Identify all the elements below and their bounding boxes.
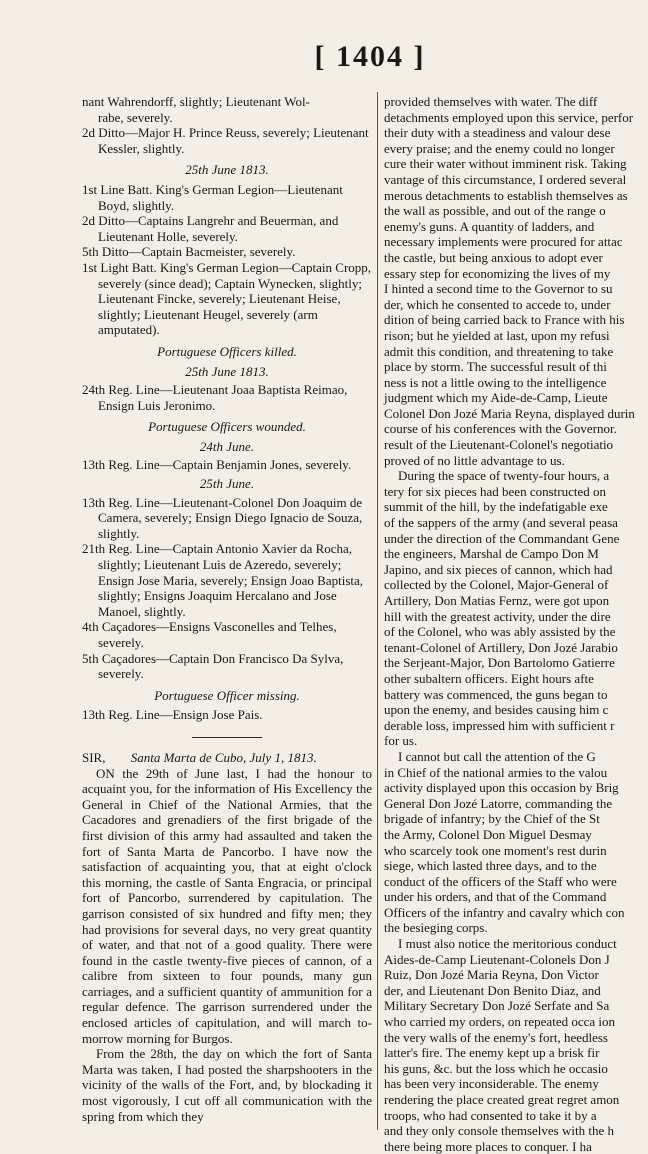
text-line: necessary implements were procured for attac: [384, 234, 623, 250]
text-line: detachments employed upon this service, perfor: [384, 109, 634, 125]
text-line: who carried my orders, on repeated occa ion: [384, 1014, 616, 1030]
text-line: summit of the hill, by the indefatigable exe: [384, 499, 608, 515]
casualty-entry: 1st Line Batt. King's German Legion—Lieutenant Boyd, slightly.: [82, 181, 343, 213]
text-line: every praise; and the enemy could no longer: [384, 140, 615, 156]
text-line: latter's fire. The enemy kept up a brisk fir: [384, 1045, 600, 1061]
casualty-entry: 13th Reg. Line—Lieutenant-Colonel Don Joaquim de Camera, severely; Ensign Diego Ignacio de Souza, slightly.: [82, 494, 363, 541]
text-line: activity displayed upon this occasion by Brig: [384, 780, 619, 796]
text-line: merous detachments to establish themselves as: [384, 187, 628, 203]
page-number: [ 1404 ]: [314, 40, 426, 73]
casualty-entry: 2d Ditto—Major H. Prince Reuss, severely; Lieutenant Kessler, slightly.: [82, 125, 369, 156]
date-heading: 25th June 1813.: [185, 162, 269, 178]
text-line: under his orders, and that of the Command: [384, 889, 607, 905]
text-line: der, which he consented to accede to, under: [384, 296, 611, 312]
text-line: tenant-Colonel of Artillery, Don Jozé Jarabio: [384, 639, 618, 655]
text-line: their duty with a steadiness and valour dese: [384, 125, 611, 141]
casualty-entry: 5th Ditto—Captain Bacmeister, severely.: [82, 244, 296, 260]
text-line: battery was commenced, the guns began to: [384, 686, 608, 702]
column-divider: [377, 92, 378, 1130]
text-line: rendering the place created great regret amon: [384, 1092, 620, 1107]
text-line: for us.: [384, 733, 418, 749]
text-line: the engineers, Marshal de Campo Don M: [384, 546, 599, 562]
text-line: enemy's guns. A quantity of ladders, and: [384, 218, 595, 234]
right-paragraph-1: [384, 94, 648, 468]
text-line: of the sappers of the army (and several peasa: [384, 515, 618, 531]
text-line: rison; but he yielded at last, upon my refusi: [384, 327, 610, 343]
text-line: I cannot but call the attention of the G: [398, 748, 596, 764]
text-line: I must also notice the meritorious conduct: [398, 936, 617, 952]
text-line: in Chief of the national armies to the valou: [384, 764, 608, 780]
letter-heading: [82, 750, 372, 766]
text-line: collected by the Colonel, Major-General of: [384, 577, 609, 593]
section-heading: Portuguese Officer missing.: [154, 687, 300, 703]
text-line: other subaltern officers. Eight hours afte: [384, 670, 594, 686]
casualty-entry: 1st Light Batt. King's German Legion—Captain Cropp, severely (since dead); Captain Wynecken, slightly; Lieutenant Fincke, severely; Lieutenant Heise, slightly; Lieutenant Heugel, severely (arm amputated).: [82, 259, 372, 338]
text-line: provided themselves with water. The diff: [384, 94, 598, 109]
section-rule: [192, 737, 262, 738]
text-line: derable loss, impressed him with sufficient r: [384, 717, 615, 733]
text-line: place by storm. The successful result of thi: [384, 359, 607, 375]
text-line: During the space of twenty-four hours, a: [398, 468, 610, 484]
text-line: vantage of this circumstance, I ordered several: [384, 171, 627, 187]
left-column: [82, 94, 372, 1130]
casualty-entry: 21th Reg. Line—Captain Antonio Xavier da Rocha, slightly; Lieutenant Luis de Azeredo, severely; Ensign Jose Maria, severely; Ensign Joao Baptista, slightly; Ensigns Joaquim Hercalano and Jose Manoel, slightly.: [82, 541, 364, 619]
text-line: Japino, and six pieces of cannon, which had: [384, 561, 613, 577]
casualty-entry: 2d Ditto—Captains Langrehr and Beuerman, and Lieutenant Holle, severely.: [82, 213, 339, 244]
text-line: the very walls of the enemy's fort, heedless: [384, 1029, 608, 1045]
text-line: under the direction of the Commandant Gene: [384, 530, 620, 546]
text-line: ness is not a little owing to the intelligence: [384, 374, 607, 390]
text-line: cure their water without imminent risk. Taking: [384, 156, 627, 172]
text-line: the wall as possible, and out of the range o: [384, 203, 606, 219]
text-line: and they only console themselves with the h: [384, 1123, 614, 1139]
text-line: has been very inconsiderable. The enemy: [384, 1076, 599, 1092]
date-heading: 25th June 1813.: [185, 363, 269, 379]
text-line: Military Secretary Don Jozé Serfate and Sa: [384, 998, 610, 1014]
casualty-entry: 13th Reg. Line—Captain Benjamin Jones, severely.: [82, 457, 352, 473]
text-line: Officers of the infantry and cavalry which con: [384, 904, 625, 920]
text-line: tery for six pieces had been constructed on: [384, 483, 607, 499]
letter-salutation: SIR,: [82, 749, 106, 765]
text-line: admit this condition, and threatening to take: [384, 343, 614, 359]
text-line: Ruiz, Don Jozé Maria Reyna, Don Victor: [384, 967, 599, 983]
text-line: who scarcely took one moment's rest durin: [384, 842, 607, 858]
casualty-entry: 5th Caçadores—Captain Don Francisco Da Sylva, severely.: [82, 650, 344, 682]
text-line: result of the Lieutenant-Colonel's negotiatio: [384, 437, 614, 453]
text-line: judgment which my Aide-de-Camp, Lieute: [384, 390, 608, 406]
casualty-entry: 24th Reg. Line—Lieutenant Joaa Baptista Reimao, Ensign Luis Jeronimo.: [82, 382, 348, 413]
text-line: the Serjeant-Major, Don Bartolomo Gatierre: [384, 655, 615, 671]
text-line: der, and Lieutenant Don Benito Diaz, and: [384, 982, 601, 998]
text-line: Aides-de-Camp Lieutenant-Colonels Don J: [384, 951, 610, 967]
text-line: of the Colonel, who was ably assisted by the: [384, 624, 616, 640]
text-line: brigade of infantry; by the Chief of the St: [384, 811, 600, 827]
casualty-entry: 13th Reg. Line—Ensign Jose Pais.: [82, 707, 263, 723]
text-line: conduct of the officers of the Staff who were: [384, 873, 617, 889]
text-line: the castle, but being anxious to adopt ever: [384, 249, 603, 265]
date-heading: 24th June.: [199, 438, 255, 454]
text-line: Colonel Don Jozé Maria Reyna, displayed durin: [384, 405, 635, 421]
continued-line: nant Wahrendorff, slightly; Lieutenant Wol-: [82, 94, 310, 109]
text-line: I hinted a second time to the Governor to su: [384, 281, 613, 297]
text-line: course of his conferences with the Governor.: [384, 421, 617, 437]
section-heading: Portuguese Officers wounded.: [148, 419, 306, 435]
text-line: hill with the greatest activity, under the dire: [384, 608, 611, 624]
text-line: proved of no little advantage to us.: [384, 452, 565, 468]
date-heading: 25th June.: [199, 476, 255, 492]
right-paragraph-3: [384, 749, 648, 936]
text-line: the besieging corps.: [384, 920, 488, 936]
right-paragraph-4: [384, 936, 648, 1154]
text-line: dition of being carried back to France with his: [384, 312, 625, 328]
text-line: the Army, Colonel Don Miguel Desmay: [384, 826, 592, 842]
right-paragraph-2: [384, 468, 648, 749]
continued-line: rabe, severely.: [98, 109, 173, 125]
letter-paragraph: From the 28th, the day on which the fort of Santa Marta was taken, I had posted the sharpshooters in the vicinity of the walls of the Fort, and, by blockading it most vigorously, I cut off all communication with the spring from which they: [82, 1046, 372, 1124]
casualty-entry: 4th Caçadores—Ensigns Vasconelles and Telhes, severely.: [82, 619, 337, 650]
text-line: siege, which lasted three days, and to the: [384, 858, 597, 874]
text-line: General Don Jozé Latorre, commanding the: [384, 795, 613, 811]
section-heading: Portuguese Officers killed.: [157, 343, 297, 359]
text-line: essary step for economizing the lives of my: [384, 265, 611, 281]
right-column: [384, 94, 648, 1154]
text-line: his guns, &c. but the loss which he occasio: [384, 1060, 608, 1076]
letter-paragraph: ON the 29th of June last, I had the honour to acquaint you, for the information of His Excellency the General in Chief of the National Armies, that the Cacadores and grenadiers of the first brigade of the first division of this army had assaulted and taken the fort of Santa Marta de Pancorbo. I have now the satisfaction of acquainting you, that at eight o'clock this morning, the castle of Santa Engracia, or principal fort of Pancorbo, surrendered by capitulation. The garrison consisted of six hundred and fifty men; they had provisions for several days, no very great quantity of water, and that not of a good quality. There were found in the castle twenty-five pieces of cannon, of a calibre from sixteen to four pounds, many gun carriages, and a sufficient quantity of ammunition for a regular defence. The garrison surrendered under the enclosed articles of capitulation, and will march to-morrow morning for Burgos.: [82, 765, 372, 1046]
letter-place-date: Santa Marta de Cubo, July 1, 1813.: [130, 749, 317, 765]
text-line: there being more places to conquer. I ha: [384, 1138, 592, 1154]
text-line: upon the enemy, and besides causing him c: [384, 702, 609, 718]
text-line: troops, who had consented to take it by a: [384, 1107, 597, 1123]
text-line: Artillery, Don Matias Fernz, were got upon: [384, 593, 610, 608]
